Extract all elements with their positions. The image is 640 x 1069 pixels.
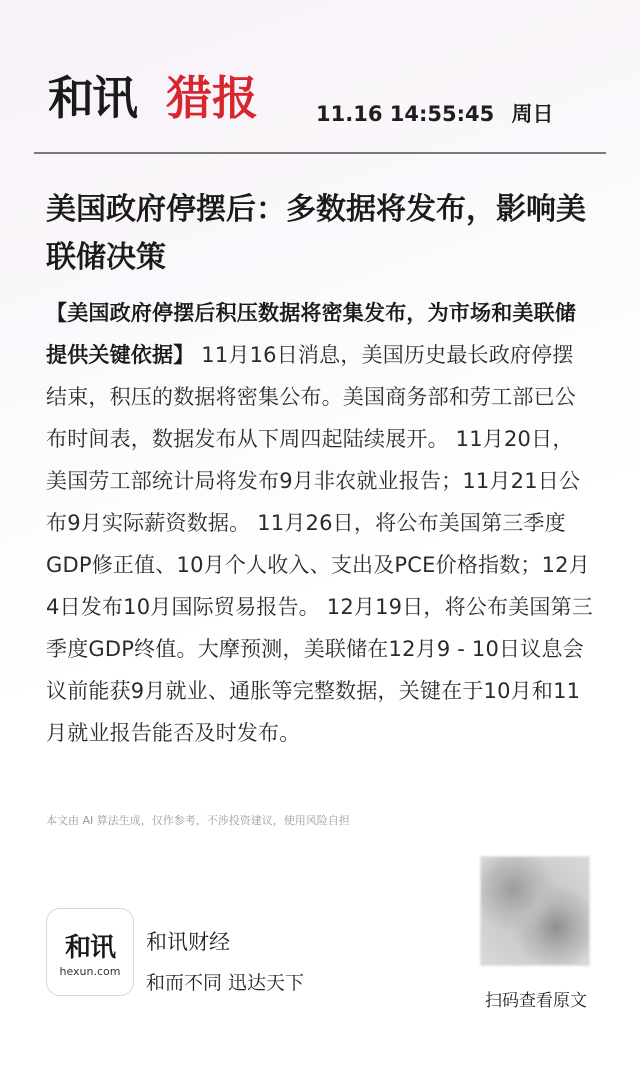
- article-lead: 【美国政府停摆后积压数据将密集发布，为市场和美联储提供关键依据】: [46, 301, 576, 367]
- publish-datetime: [316, 98, 564, 128]
- hexun-domain: hexun.com: [59, 965, 121, 978]
- header-divider: [34, 152, 606, 154]
- article-body: [46, 292, 594, 754]
- hexun-mark: 和讯: [64, 933, 115, 963]
- brand-name: 和讯财经: [146, 930, 230, 954]
- hexun-app-icon: [46, 908, 134, 996]
- brand-slogan: 和而不同 迅达天下: [146, 972, 305, 994]
- publish-time: 11.16 14:55:45: [316, 102, 495, 126]
- qr-caption: 扫码查看原文: [485, 991, 587, 1011]
- article-content: 11月16日消息，美国历史最长政府停摆结束，积压的数据将密集公布。美国商务部和劳工部已公布时间表，数据发布从下周四起陆续展开。 11月20日，美国劳工部统计局将发布9月非农就业报告；11月21日公布9月实际薪资数据。 11月26日，将公布美国第三季度GDP修正值、10月个人收入、支出及PCE价格指数；12月4日发布10月国际贸易报告。 12月19日，将公布美国第三季度GDP终值。大摩预测，美联储在12月9 - 10日议息会议前能获9月就业、通胀等完整数据，关键在于10月和11月就业报告能否及时发布。: [46, 343, 593, 745]
- qr-code[interactable]: [480, 856, 590, 966]
- header: [48, 70, 608, 130]
- publish-weekday: 周日: [511, 102, 554, 126]
- article-title: 美国政府停摆后：多数据将发布，影响美联储决策: [46, 192, 586, 275]
- ai-disclaimer: 本文由 AI 算法生成，仅作参考，不涉投资建议，使用风险自担: [46, 814, 350, 827]
- hexun-logo: 和讯: [48, 71, 136, 125]
- liebao-logo: 猎报: [166, 71, 258, 125]
